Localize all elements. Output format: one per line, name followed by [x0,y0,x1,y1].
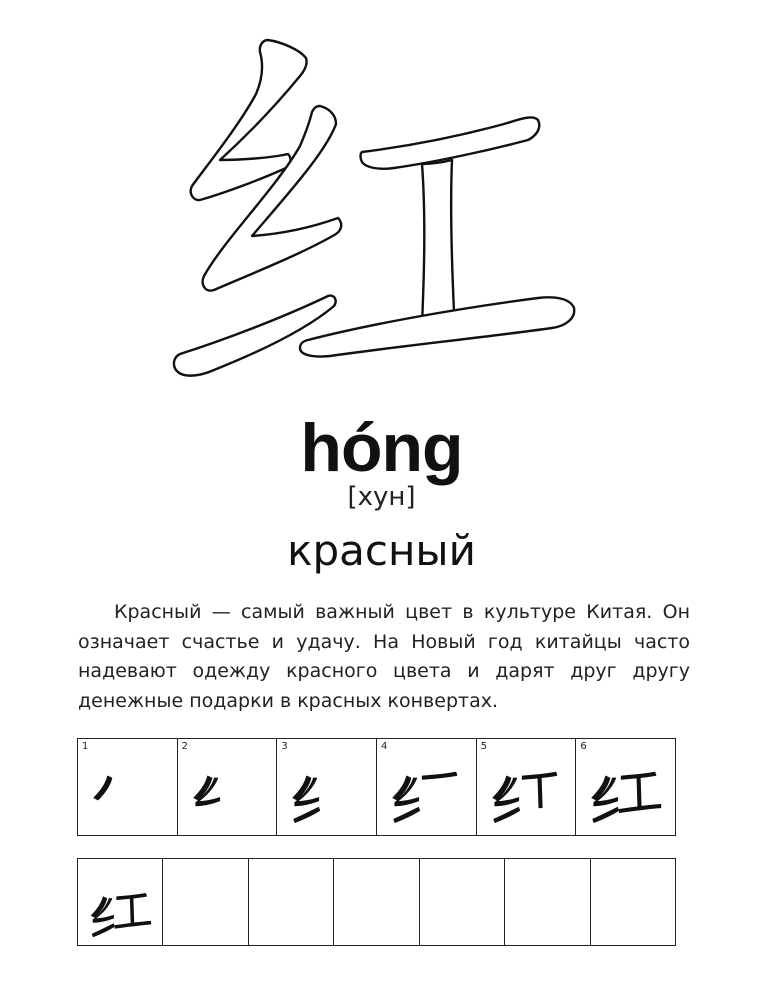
translation: красный [287,526,476,575]
brush-stroke-5 [130,897,133,924]
practice-grid [77,858,676,946]
brush-stroke-4 [422,772,456,779]
stroke-step-number: 2 [181,741,189,752]
practice-empty-cell[interactable] [249,859,334,945]
stroke-step-glyph [78,739,177,835]
brush-stroke-5 [637,776,641,807]
stroke-step-glyph [377,739,476,835]
practice-empty-cell[interactable] [163,859,248,945]
practice-sample-cell [78,859,163,945]
brush-stroke-3 [593,808,618,823]
stroke-step-number: 1 [82,741,89,752]
brush-stroke-3 [394,808,419,823]
brush-stroke-3 [92,924,114,937]
stroke-step-cell [377,739,477,835]
practice-empty-cell[interactable] [334,859,419,945]
practice-empty-cell[interactable] [591,859,675,945]
practice-empty-cell[interactable] [420,859,505,945]
brush-stroke-3 [294,808,319,823]
stroke-step-glyph [576,739,675,835]
brush-stroke-5 [538,776,542,807]
hero-character-outline [160,28,600,408]
stroke-step-glyph [477,739,576,835]
transcription: [хун] [347,482,416,512]
stroke-order-grid [77,738,676,836]
brush-stroke-1 [94,776,112,800]
stroke-step-number: 6 [580,741,587,752]
stroke-step-cell [477,739,577,835]
pinyin: hóng [300,410,463,486]
stroke-step-cell [576,739,675,835]
stroke-step-cell [277,739,377,835]
stroke-step-number: 3 [281,741,288,752]
brush-stroke-3 [494,808,519,823]
stroke-step-cell [178,739,278,835]
description-paragraph: Красный — самый важный цвет в культуре Китая. Он означает счастье и удачу. На Новый год китайцы часто надевают одежду красного цвета и дарят друг другу денежные подарки в красных конвертах. [78,601,690,712]
practice-empty-cell[interactable] [505,859,590,945]
stroke-step-number: 4 [381,741,388,752]
stroke-step-glyph [277,739,376,835]
stroke-step-number: 5 [480,741,488,752]
stroke-step-glyph [178,739,277,835]
stroke-step-cell [78,739,178,835]
practice-sample-glyph [78,859,162,945]
